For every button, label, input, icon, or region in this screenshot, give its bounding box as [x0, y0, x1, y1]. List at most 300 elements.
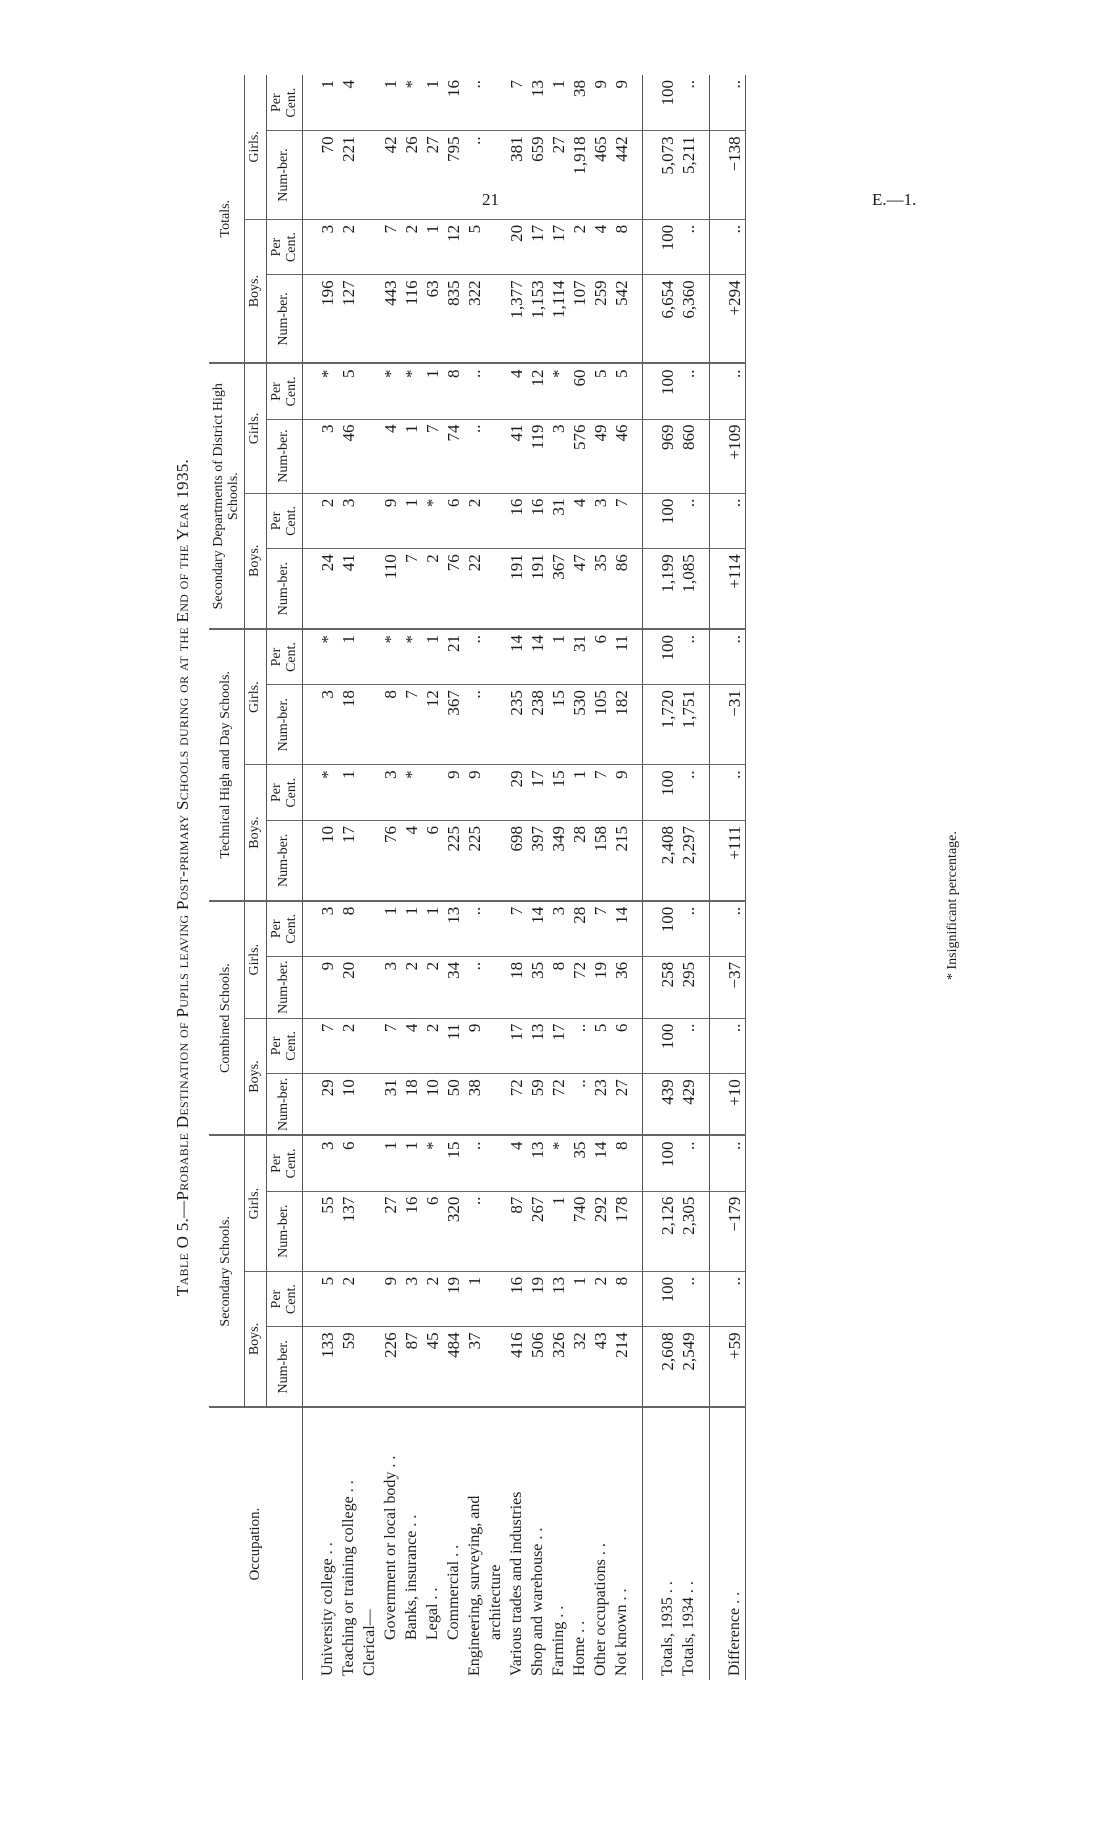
value-cell: 41 — [338, 549, 359, 629]
value-cell: 20 — [338, 956, 359, 1018]
table-row — [611, 75, 632, 1680]
value-cell: 506 — [527, 1327, 548, 1407]
spacer-cell — [710, 956, 725, 1018]
rotated-table-region — [173, 75, 963, 1680]
value-cell: 1 — [422, 363, 443, 419]
spacer-cell — [710, 1191, 725, 1271]
value-cell: * — [380, 363, 401, 419]
value-cell: 3 — [317, 1135, 338, 1191]
value-cell: 16 — [401, 1191, 422, 1271]
table-row — [590, 75, 611, 1680]
spacer-cell — [632, 685, 643, 765]
spacer-cell — [710, 1018, 725, 1074]
value-cell: .. — [678, 1018, 699, 1074]
value-cell: 14 — [506, 629, 527, 685]
table-row — [380, 75, 401, 1680]
value-cell — [359, 75, 380, 131]
occupation-label: Other occupations — [591, 1559, 609, 1676]
value-cell: 226 — [380, 1327, 401, 1407]
value-cell: 2,297 — [678, 820, 699, 900]
value-cell: 9 — [590, 75, 611, 131]
spacer-cell — [632, 765, 643, 821]
number-header: Num-ber. — [267, 419, 303, 493]
value-cell: 4 — [569, 493, 590, 549]
value-cell: 258 — [657, 956, 678, 1018]
value-cell: 86 — [611, 549, 632, 629]
value-cell: 13 — [527, 1135, 548, 1191]
value-cell: 267 — [527, 1191, 548, 1271]
spacer-cell — [710, 549, 725, 629]
value-cell: 2,549 — [678, 1327, 699, 1407]
spacer-cell — [303, 765, 318, 821]
value-cell: 5 — [317, 1271, 338, 1327]
value-cell: 4 — [506, 363, 527, 419]
value-cell: 178 — [611, 1191, 632, 1271]
spacer-cell — [303, 1327, 318, 1407]
value-cell: 2,305 — [678, 1191, 699, 1271]
spacer-cell — [699, 820, 710, 900]
value-cell: 100 — [657, 1018, 678, 1074]
sex-header: Boys. — [245, 493, 267, 629]
value-cell: 16 — [443, 75, 464, 131]
spacer-cell — [303, 685, 318, 765]
value-cell: 9 — [464, 765, 485, 821]
sex-header: Girls. — [245, 363, 267, 493]
spacer-cell — [699, 275, 710, 364]
spacer-cell — [632, 363, 643, 419]
value-cell: 74 — [443, 419, 464, 493]
value-cell: 1 — [422, 901, 443, 957]
value-cell: .. — [464, 363, 485, 419]
spacer-cell — [643, 765, 658, 821]
value-cell: 3 — [548, 419, 569, 493]
value-cell: 12 — [527, 363, 548, 419]
leader-dots: . . — [658, 1581, 676, 1594]
value-cell: 2 — [569, 219, 590, 275]
value-cell: 5,211 — [678, 131, 699, 220]
spacer-cell — [699, 956, 710, 1018]
value-cell: * — [422, 493, 443, 549]
value-cell — [485, 131, 506, 220]
spacer-cell — [710, 1327, 725, 1407]
value-cell — [359, 1271, 380, 1327]
value-cell: * — [548, 363, 569, 419]
value-cell: +294 — [724, 275, 746, 364]
value-cell: 6 — [422, 1191, 443, 1271]
value-cell: 9 — [380, 1271, 401, 1327]
group-header: Secondary Schools. — [209, 1135, 245, 1407]
value-cell — [359, 1327, 380, 1407]
occupation-cell — [657, 1407, 678, 1680]
value-cell: +10 — [724, 1074, 746, 1136]
value-cell: 1 — [380, 1135, 401, 1191]
value-cell: 38 — [569, 75, 590, 131]
value-cell — [359, 549, 380, 629]
value-cell: 27 — [548, 131, 569, 220]
value-cell: 2 — [338, 219, 359, 275]
value-cell: 46 — [611, 419, 632, 493]
spacer-cell — [643, 131, 658, 220]
occupation-cell — [401, 1407, 422, 1680]
spacer-cell — [643, 1074, 658, 1136]
value-cell: 7 — [506, 901, 527, 957]
value-cell: 20 — [506, 219, 527, 275]
value-cell: 225 — [443, 820, 464, 900]
value-cell: 41 — [506, 419, 527, 493]
value-cell: 55 — [317, 1191, 338, 1271]
value-cell — [485, 820, 506, 900]
value-cell — [485, 419, 506, 493]
value-cell: 349 — [548, 820, 569, 900]
value-cell: 191 — [527, 549, 548, 629]
value-cell: * — [317, 765, 338, 821]
value-cell: 4 — [506, 1135, 527, 1191]
value-cell — [359, 363, 380, 419]
value-cell: 2 — [422, 956, 443, 1018]
value-cell: 1 — [422, 629, 443, 685]
value-cell: .. — [678, 1135, 699, 1191]
occupation-cell — [359, 1407, 380, 1680]
leader-dots: . . — [423, 1587, 441, 1600]
value-cell — [485, 1018, 506, 1074]
spacer-cell — [303, 1191, 318, 1271]
spacer-row — [303, 75, 318, 1680]
value-cell: 8 — [548, 956, 569, 1018]
value-cell: 1 — [380, 901, 401, 957]
value-cell — [359, 1135, 380, 1191]
occupation-cell — [678, 1407, 699, 1680]
value-cell: 17 — [506, 1018, 527, 1074]
value-cell: .. — [678, 219, 699, 275]
value-cell: +111 — [724, 820, 746, 900]
value-cell — [359, 219, 380, 275]
value-cell: 36 — [611, 956, 632, 1018]
spacer-cell — [699, 685, 710, 765]
value-cell: 1 — [317, 75, 338, 131]
value-cell: 3 — [401, 1271, 422, 1327]
value-cell: 13 — [527, 75, 548, 131]
table-row — [527, 75, 548, 1680]
value-cell: * — [401, 629, 422, 685]
value-cell: 15 — [548, 685, 569, 765]
occupation-cell — [590, 1407, 611, 1680]
value-cell: 5 — [590, 363, 611, 419]
value-cell: 8 — [611, 1135, 632, 1191]
value-cell: 35 — [590, 549, 611, 629]
value-cell: 2 — [422, 1018, 443, 1074]
value-cell: 21 — [443, 629, 464, 685]
spacer-cell — [643, 1271, 658, 1327]
spacer-cell — [303, 419, 318, 493]
value-cell: 6 — [338, 1135, 359, 1191]
value-cell: 12 — [443, 219, 464, 275]
value-cell: .. — [464, 901, 485, 957]
spacer-cell — [303, 1271, 318, 1327]
spacer-row — [632, 75, 643, 1680]
number-header: Num-ber. — [267, 549, 303, 629]
spacer-cell — [699, 419, 710, 493]
number-header: Num-ber. — [267, 685, 303, 765]
value-cell: 3 — [338, 493, 359, 549]
value-cell: 49 — [590, 419, 611, 493]
table-row — [401, 75, 422, 1680]
value-cell: 6,360 — [678, 275, 699, 364]
spacer-cell — [643, 1018, 658, 1074]
value-cell: 17 — [548, 219, 569, 275]
percent-header: Per Cent. — [267, 1018, 303, 1074]
spacer-cell — [632, 1407, 643, 1680]
value-cell: 4 — [338, 75, 359, 131]
value-cell: 27 — [611, 1074, 632, 1136]
value-cell: 16 — [506, 1271, 527, 1327]
value-cell: 235 — [506, 685, 527, 765]
percent-header: Per Cent. — [267, 901, 303, 957]
spacer-cell — [699, 1191, 710, 1271]
value-cell: 14 — [611, 901, 632, 957]
spacer-cell — [303, 820, 318, 900]
spacer-cell — [303, 1135, 318, 1191]
value-cell — [485, 685, 506, 765]
spacer-cell — [699, 1271, 710, 1327]
occupation-label: Banks, insurance — [402, 1530, 420, 1640]
value-cell: .. — [678, 629, 699, 685]
spacer-cell — [632, 901, 643, 957]
value-cell — [359, 629, 380, 685]
value-cell: 8 — [338, 901, 359, 957]
value-cell: 16 — [506, 493, 527, 549]
value-cell — [485, 629, 506, 685]
value-cell: 7 — [590, 765, 611, 821]
spacer-cell — [632, 1327, 643, 1407]
value-cell: .. — [464, 956, 485, 1018]
value-cell: 4 — [590, 219, 611, 275]
spacer-cell — [643, 1327, 658, 1407]
value-cell: 50 — [443, 1074, 464, 1136]
group-header: Technical High and Day Schools. — [209, 629, 245, 901]
occupation-label: University college — [318, 1558, 336, 1676]
value-cell: 19 — [590, 956, 611, 1018]
spacer-cell — [710, 765, 725, 821]
value-cell: * — [548, 1135, 569, 1191]
spacer-cell — [643, 956, 658, 1018]
value-cell: 1 — [569, 765, 590, 821]
occupation-label: Clerical— — [360, 1609, 378, 1676]
value-cell — [359, 419, 380, 493]
spacer-cell — [710, 131, 725, 220]
value-cell: 4 — [401, 820, 422, 900]
value-cell: 24 — [317, 549, 338, 629]
value-cell: 7 — [590, 901, 611, 957]
value-cell: .. — [724, 1018, 746, 1074]
value-cell: +114 — [724, 549, 746, 629]
spacer-cell — [632, 419, 643, 493]
value-cell: 7 — [401, 549, 422, 629]
spacer-cell — [303, 131, 318, 220]
percent-header: Per Cent. — [267, 765, 303, 821]
spacer-cell — [643, 363, 658, 419]
value-cell: 100 — [657, 363, 678, 419]
value-cell — [359, 493, 380, 549]
number-header: Num-ber. — [267, 1327, 303, 1407]
spacer-cell — [710, 901, 725, 957]
value-cell: 698 — [506, 820, 527, 900]
spacer-cell — [710, 219, 725, 275]
spacer-cell — [643, 219, 658, 275]
value-cell: 107 — [569, 275, 590, 364]
spacer-cell — [632, 549, 643, 629]
percent-header: Per Cent. — [267, 1271, 303, 1327]
value-cell: 11 — [611, 629, 632, 685]
value-cell — [359, 820, 380, 900]
value-cell: .. — [724, 1135, 746, 1191]
value-cell: * — [380, 629, 401, 685]
leader-dots: . . — [570, 1620, 588, 1633]
value-cell: 17 — [548, 1018, 569, 1074]
leader-dots: . . — [612, 1588, 630, 1601]
value-cell — [359, 1018, 380, 1074]
value-cell: 1,153 — [527, 275, 548, 364]
value-cell: 17 — [527, 219, 548, 275]
occupation-cell — [724, 1407, 746, 1680]
value-cell: 1 — [548, 629, 569, 685]
value-cell: 59 — [527, 1074, 548, 1136]
value-cell: 17 — [338, 820, 359, 900]
value-cell: 439 — [657, 1074, 678, 1136]
occupation-cell — [485, 1407, 506, 1680]
value-cell: 87 — [401, 1327, 422, 1407]
value-cell: 1,751 — [678, 685, 699, 765]
occupation-label: Difference — [725, 1607, 743, 1676]
occupation-label: Engineering, surveying, and — [465, 1495, 483, 1676]
number-header: Num-ber. — [267, 956, 303, 1018]
value-cell: .. — [678, 901, 699, 957]
value-cell: 17 — [527, 765, 548, 821]
value-cell: 11 — [443, 1018, 464, 1074]
value-cell: 1,720 — [657, 685, 678, 765]
footnote: * Insignificant percentage. — [945, 831, 960, 980]
value-cell: 76 — [380, 820, 401, 900]
occupation-label: Teaching or training college — [339, 1496, 357, 1676]
value-cell: 87 — [506, 1191, 527, 1271]
spacer-cell — [303, 493, 318, 549]
occupation-cell — [317, 1407, 338, 1680]
value-cell: 31 — [380, 1074, 401, 1136]
value-cell: 1 — [422, 219, 443, 275]
occupation-label: Government or local body — [381, 1471, 399, 1640]
value-cell: .. — [678, 363, 699, 419]
spacer-cell — [303, 629, 318, 685]
value-cell: 2,408 — [657, 820, 678, 900]
sex-header: Boys. — [245, 765, 267, 901]
value-cell: .. — [724, 1271, 746, 1327]
value-cell: .. — [724, 901, 746, 957]
number-header: Num-ber. — [267, 820, 303, 900]
value-cell: 7 — [401, 685, 422, 765]
value-cell: 116 — [401, 275, 422, 364]
spacer-cell — [632, 493, 643, 549]
spacer-cell — [632, 275, 643, 364]
value-cell: 100 — [657, 629, 678, 685]
number-header: Num-ber. — [267, 131, 303, 220]
spacer-cell — [303, 363, 318, 419]
table-row — [317, 75, 338, 1680]
value-cell: 16 — [527, 493, 548, 549]
spacer-cell — [710, 1407, 725, 1680]
value-cell: * — [401, 765, 422, 821]
value-cell: 5 — [611, 363, 632, 419]
value-cell: 18 — [401, 1074, 422, 1136]
value-cell: 9 — [611, 75, 632, 131]
spacer-cell — [632, 820, 643, 900]
spacer-cell — [699, 1018, 710, 1074]
percent-header: Per Cent. — [267, 493, 303, 549]
spacer-cell — [710, 363, 725, 419]
spacer-cell — [699, 75, 710, 131]
leader-dots: . . — [444, 1544, 462, 1557]
value-cell: 14 — [527, 901, 548, 957]
value-cell: 70 — [317, 131, 338, 220]
value-cell: .. — [569, 1074, 590, 1136]
spacer-cell — [643, 1407, 658, 1680]
value-cell: * — [401, 363, 422, 419]
value-cell: 10 — [422, 1074, 443, 1136]
value-cell: 659 — [527, 131, 548, 220]
table-title-main: —Probable Destination of Pupils leaving Post-primary Schools during or at the End of the Year 1935. — [173, 458, 192, 1218]
table-row — [724, 75, 746, 1680]
value-cell: 10 — [317, 820, 338, 900]
spacer-cell — [303, 219, 318, 275]
value-cell: 5,073 — [657, 131, 678, 220]
spacer-cell — [632, 956, 643, 1018]
spacer-cell — [303, 275, 318, 364]
value-cell: 2 — [464, 493, 485, 549]
value-cell: 3 — [317, 419, 338, 493]
value-cell — [485, 363, 506, 419]
value-cell: 214 — [611, 1327, 632, 1407]
value-cell: .. — [678, 1271, 699, 1327]
value-cell: 4 — [380, 419, 401, 493]
value-cell: 1 — [401, 493, 422, 549]
spacer-cell — [632, 1191, 643, 1271]
spacer-cell — [643, 75, 658, 131]
value-cell: 835 — [443, 275, 464, 364]
occupation-cell — [422, 1407, 443, 1680]
occupation-cell — [611, 1407, 632, 1680]
value-cell: 2 — [590, 1271, 611, 1327]
spacer-row — [710, 75, 725, 1680]
value-cell: 76 — [443, 549, 464, 629]
value-cell: 6 — [611, 1018, 632, 1074]
value-cell: 9 — [464, 1018, 485, 1074]
spacer-cell — [632, 1074, 643, 1136]
number-header: Num-ber. — [267, 275, 303, 364]
value-cell: 7 — [380, 1018, 401, 1074]
value-cell — [485, 1074, 506, 1136]
spacer-cell — [643, 1191, 658, 1271]
value-cell — [422, 765, 443, 821]
value-cell: 465 — [590, 131, 611, 220]
percent-header: Per Cent. — [267, 363, 303, 419]
value-cell: 100 — [657, 75, 678, 131]
value-cell: 2 — [317, 493, 338, 549]
spacer-cell — [699, 629, 710, 685]
table-row — [443, 75, 464, 1680]
value-cell: .. — [464, 1135, 485, 1191]
occupation-label: Home — [570, 1636, 588, 1676]
value-cell — [485, 1327, 506, 1407]
spacer-cell — [632, 1018, 643, 1074]
value-cell: 8 — [611, 1271, 632, 1327]
